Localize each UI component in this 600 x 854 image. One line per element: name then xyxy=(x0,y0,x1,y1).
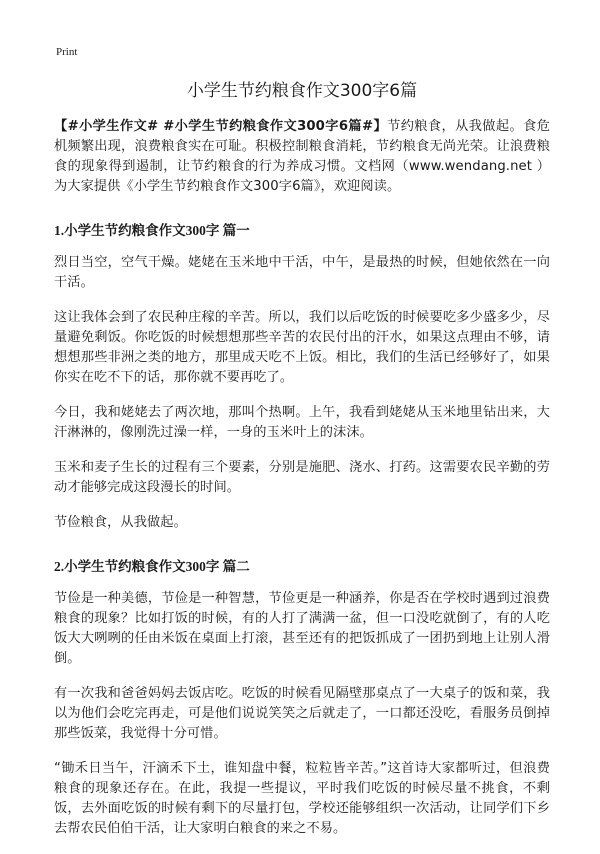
document-body xyxy=(54,76,550,854)
paragraph: “锄禾日当午，汗滴禾下土，谁知盘中餐，粒粒皆辛苦。”这首诗大家都听过，但浪费粮食的现象还存在。在此，我提一些提议，平时我们吃饭的时候尽量不挑食，不剩饭，去外面吃饭的时候有剩下的尽量打包，学校还能够组织一次活动，让同学们下乡去帮农民伯伯干活，让大家明白粮食的来之不易。 xyxy=(54,761,550,836)
print-link[interactable]: Print xyxy=(56,46,78,58)
section-heading-1: 1.小学生节约粮食作文300字 篇一 xyxy=(54,223,250,238)
paragraph: 节俭粮食，从我做起。 xyxy=(54,515,187,530)
paragraph: 烈日当空，空气干燥。姥姥在玉米地中干活，中午，是最热的时候，但她依然在一向干活。 xyxy=(54,255,550,290)
intro-tag: 【#小学生作文# #小学生节约粮食作文300字6篇#】 xyxy=(54,119,388,134)
section-heading-2: 2.小学生节约粮食作文300字 篇二 xyxy=(54,559,250,574)
paragraph: 这让我体会到了农民种庄稼的辛苦。所以，我们以后吃饭的时候要吃多少盛多少，尽量避免剩饭。你吃饭的时候想想那些辛苦的农民付出的汗水，如果这点理由不够，请想想那些非洲之类的地方，那里成天吃不上饭。相比，我们的生活已经够好了，如果你实在吃不下的话，那你就不要再吃了。 xyxy=(54,310,550,385)
intro-text: 节约粮食，从我做起。食危机频繁出现，浪费粮食实在可耻。积极控制粮食消耗，节约粮食无尚光荣。让浪费粮食的现象得到遏制，让节约粮食的行为养成习惯。文档网（www.wendang.net ）为大家提供《小学生节约粮食作文300字6篇》，欢迎阅读。 xyxy=(54,119,550,194)
page-title: 小学生节约粮食作文300字6篇 xyxy=(186,81,418,101)
paragraph: 有一次我和爸爸妈妈去饭店吃。吃饭的时候看见隔壁那桌点了一大桌子的饭和菜，我以为他们会吃完再走，可是他们说说笑笑之后就走了，一口都还没吃，看服务员倒掉那些饭菜，我觉得十分可惜。 xyxy=(54,686,550,741)
paragraph: 玉米和麦子生长的过程有三个要素，分别是施肥、浇水、打药。这需要农民辛勤的劳动才能够完成这段漫长的时间。 xyxy=(54,460,550,495)
intro-paragraph xyxy=(54,117,550,197)
paragraph: 今日，我和姥姥去了两次地，那叫个热啊。上午，我看到姥姥从玉米地里钻出来，大汗淋淋的，像刚洗过澡一样，一身的玉米叶上的沫沫。 xyxy=(54,405,550,440)
paragraph: 节俭是一种美德，节俭是一种智慧，节俭更是一种涵养，你是否在学校时遇到过浪费粮食的现象？比如打饭的时候，有的人打了满满一盆，但一口没吃就倒了，有的人吃饭大大咧咧的任由米饭在桌面上打滚，甚至还有的把饭抓成了一团扔到地上让别人滑倒。 xyxy=(54,591,550,666)
